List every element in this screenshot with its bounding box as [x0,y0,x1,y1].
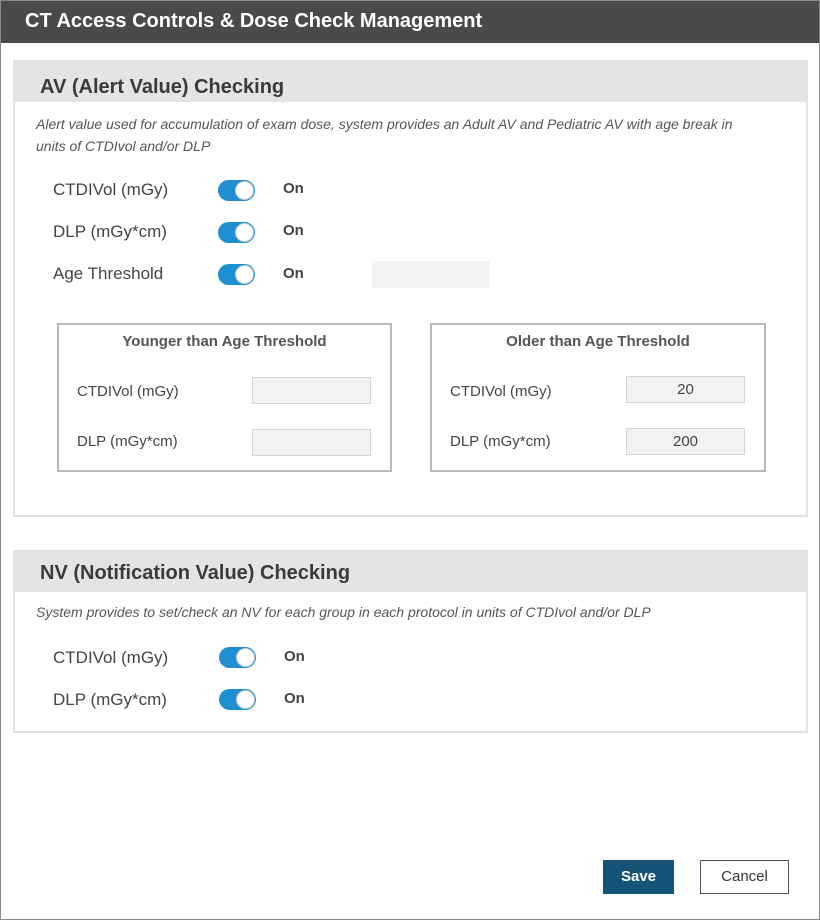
nv-panel [13,550,808,733]
nv-ctdivol-label: CTDIVol (mGy) [53,648,169,667]
av-dlp-label: DLP (mGy*cm) [53,222,167,241]
age-threshold-input[interactable] [372,261,490,288]
toggle-knob [236,648,255,667]
nv-dlp-label: DLP (mGy*cm) [53,690,167,709]
older-dlp-label: DLP (mGy*cm) [450,433,551,450]
nv-panel-header [15,552,806,592]
cancel-button[interactable]: Cancel [700,860,789,894]
av-ctdivol-toggle[interactable] [218,180,255,201]
av-age-threshold-label: Age Threshold [53,264,164,283]
av-age-threshold-state: On [283,265,304,282]
nv-dlp-state: On [284,690,305,707]
toggle-knob [235,223,254,242]
av-ctdivol-label: CTDIVol (mGy) [53,180,169,199]
av-ctdivol-state: On [283,180,304,197]
toggle-knob [235,265,254,284]
older-group-title: Older than Age Threshold [506,333,690,350]
nv-description: System provides to set/check an NV for each group in each protocol in units of CTDIvol and/or DLP [36,604,651,620]
older-dlp-input[interactable]: 200 [626,428,745,455]
av-panel [13,60,808,517]
nv-dlp-toggle[interactable] [219,689,256,710]
toggle-knob [236,690,255,709]
nv-panel-title: NV (Notification Value) Checking [40,562,351,584]
younger-dlp-label: DLP (mGy*cm) [77,433,178,450]
nv-ctdivol-state: On [284,648,305,665]
av-dlp-toggle[interactable] [218,222,255,243]
older-group [430,323,766,472]
dialog-title: CT Access Controls & Dose Check Management [25,10,483,32]
toggle-knob [235,181,254,200]
save-button[interactable]: Save [603,860,674,894]
younger-ctdivol-label: CTDIVol (mGy) [77,383,179,400]
younger-dlp-input[interactable] [252,429,371,456]
av-description: Alert value used for accumulation of exam dose, system provides an Adult AV and Pediatric AV with age break in units of CTDIvol and/or DLP [36,116,733,154]
av-age-threshold-toggle[interactable] [218,264,255,285]
av-panel-header [15,62,806,102]
nv-ctdivol-toggle[interactable] [219,647,256,668]
title-bar [1,1,819,43]
av-panel-title: AV (Alert Value) Checking [40,76,285,98]
younger-group [57,323,392,472]
older-ctdivol-input[interactable]: 20 [626,376,745,403]
older-ctdivol-label: CTDIVol (mGy) [450,383,552,400]
younger-group-title: Younger than Age Threshold [122,333,327,350]
av-dlp-state: On [283,222,304,239]
younger-ctdivol-input[interactable] [252,377,371,404]
